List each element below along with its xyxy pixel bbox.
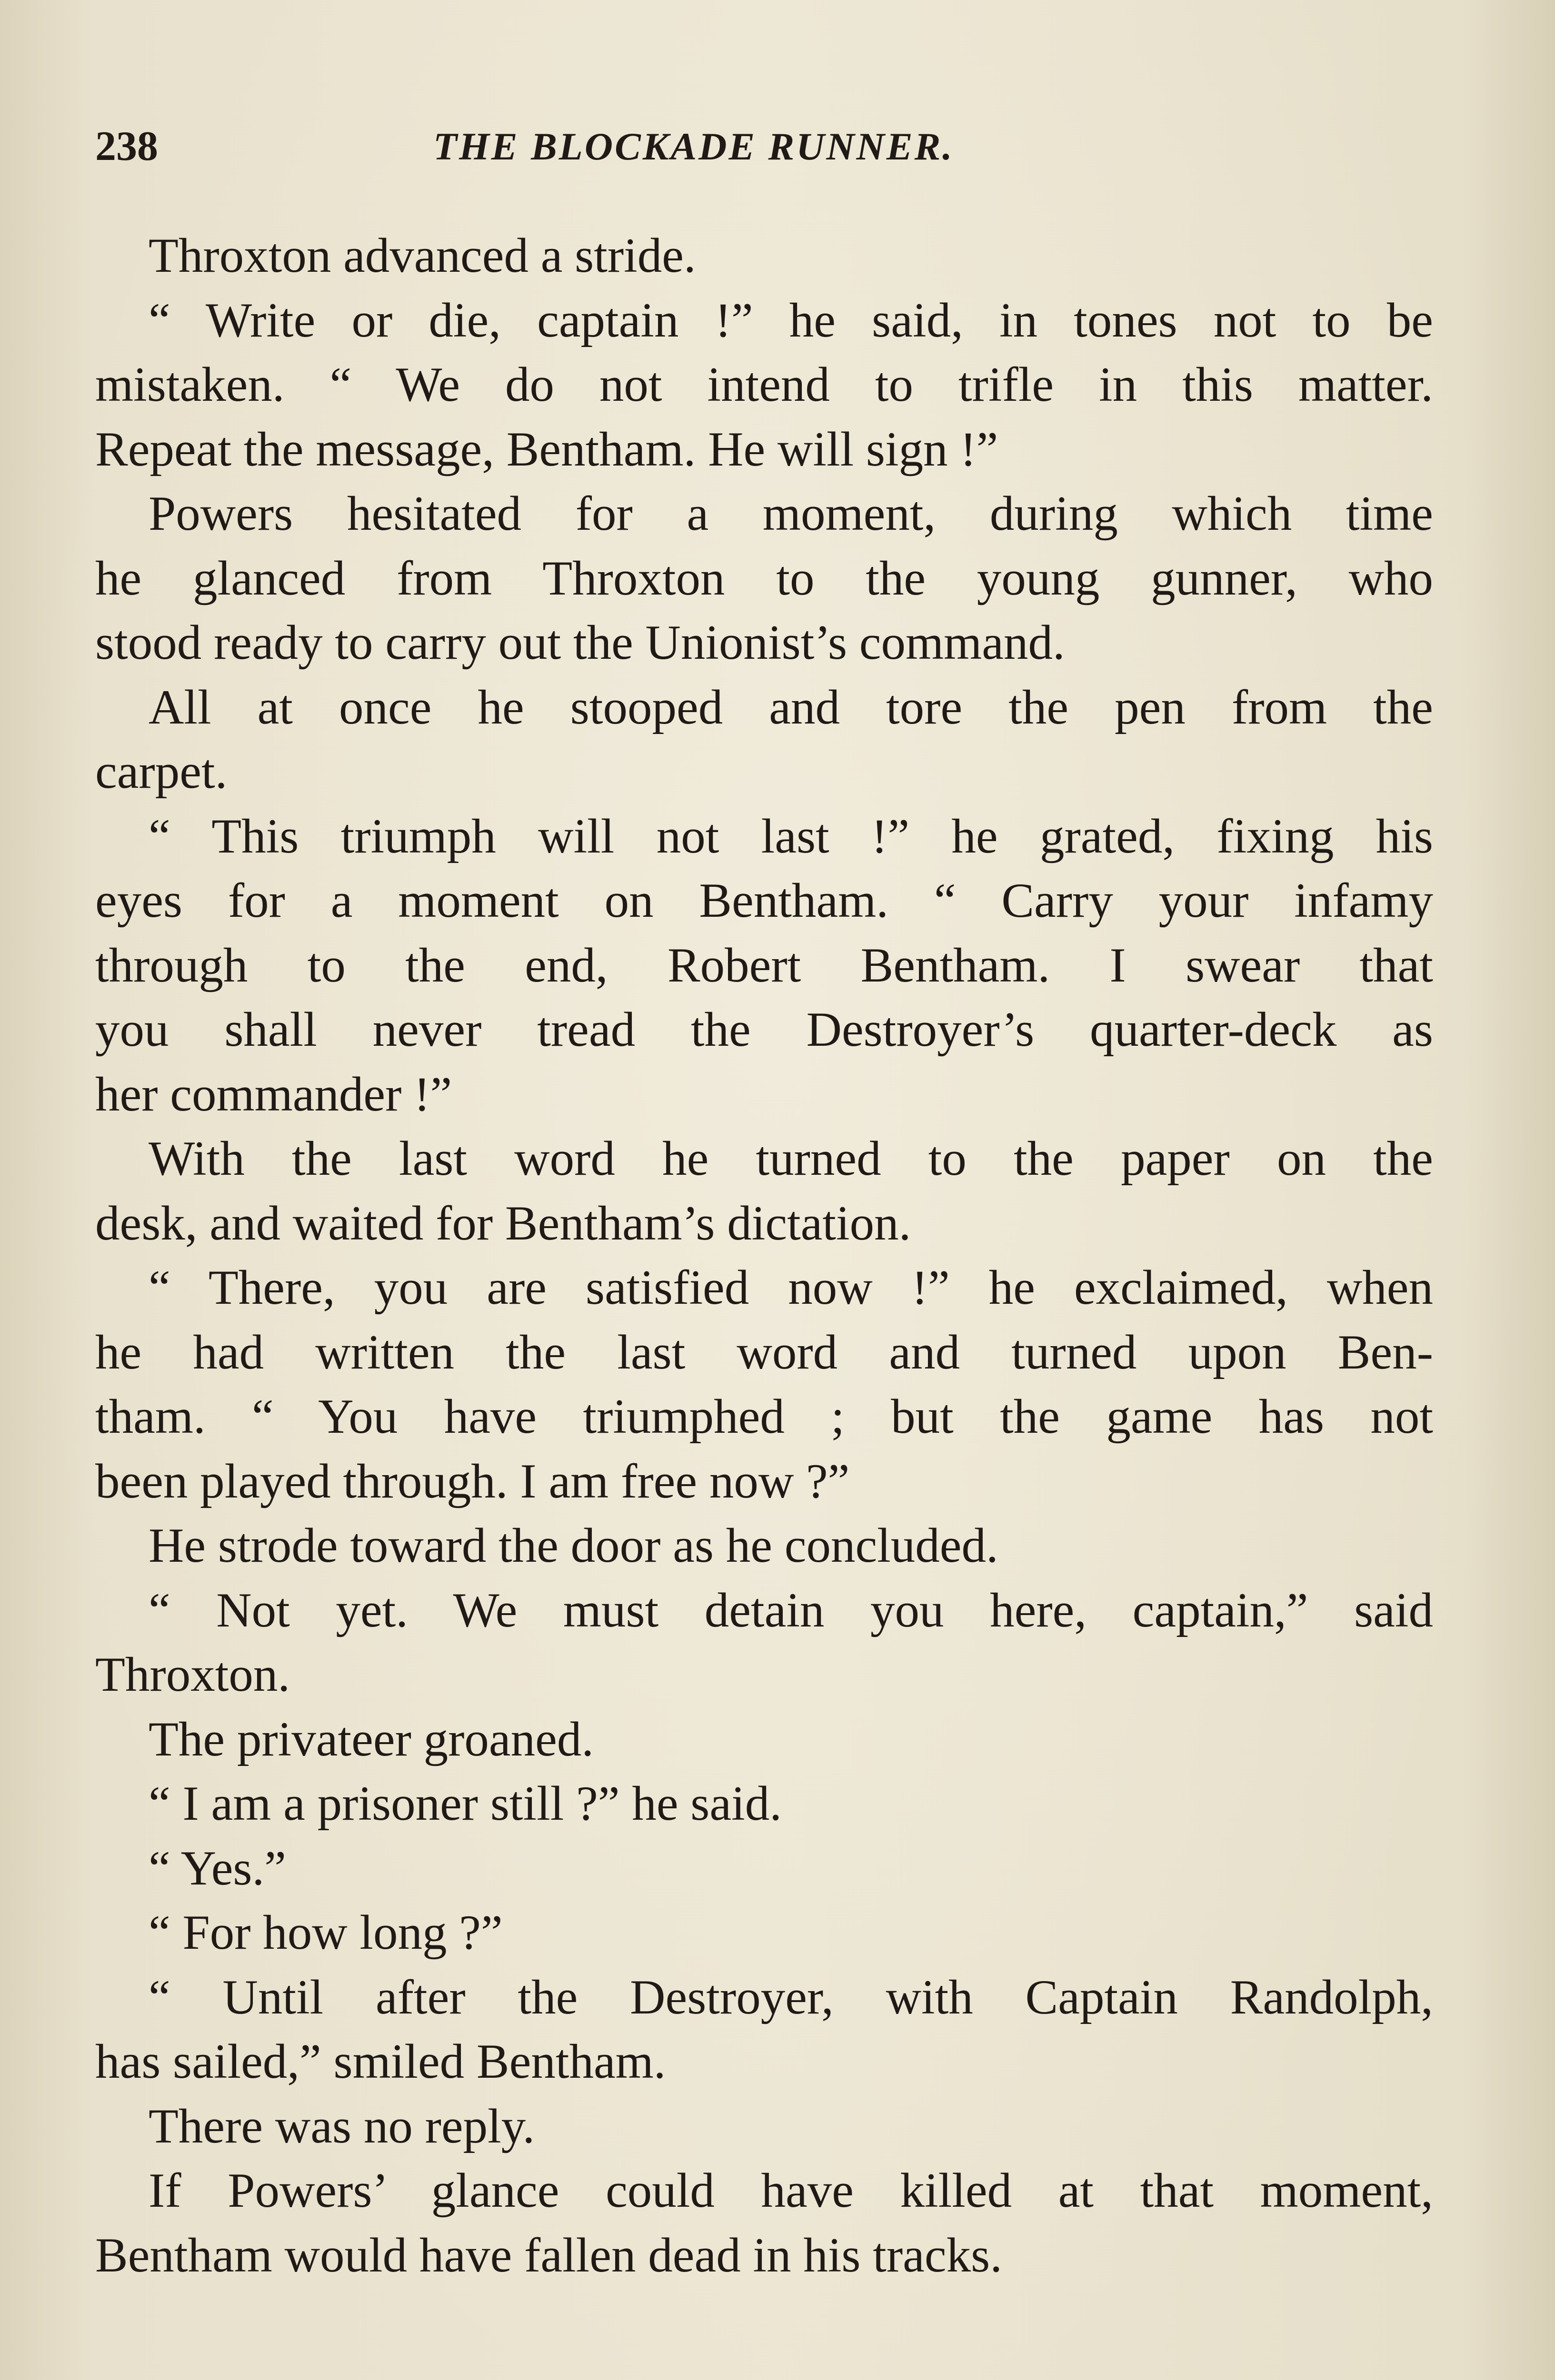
text-line: Bentham would have fallen dead in his tracks. [95, 2228, 1002, 2282]
text-line: The privateer groaned. [149, 1712, 594, 1766]
text-line: through to the end, Robert Bentham. I swear that [95, 938, 1433, 992]
text-line: “ Write or die, captain !” he said, in tones not to be [149, 293, 1433, 347]
text-line: “ I am a prisoner still ?” he said. [149, 1776, 782, 1831]
text-line: He strode toward the door as he concluded. [149, 1518, 998, 1573]
text-line: Throxton advanced a stride. [149, 228, 696, 283]
text-line: her commander !” [95, 1067, 452, 1121]
text-line: he glanced from Throxton to the young gunner, who [95, 551, 1433, 605]
running-head: THE BLOCKADE RUNNER. [433, 125, 954, 168]
text-line: tham. “ You have triumphed ; but the game has not [95, 1389, 1433, 1444]
text-line: stood ready to carry out the Unionist’s command. [95, 615, 1065, 670]
text-line: “ Not yet. We must detain you here, captain,” said [149, 1583, 1433, 1637]
body-text [95, 224, 1433, 2288]
text-line: he had written the last word and turned upon Ben- [95, 1325, 1433, 1379]
text-line: been played through. I am free now ?” [95, 1454, 850, 1508]
text-line: Throxton. [95, 1647, 290, 1702]
text-line: With the last word he turned to the paper on the [149, 1131, 1433, 1186]
text-line: Powers hesitated for a moment, during which time [149, 486, 1433, 541]
text-line: eyes for a moment on Bentham. “ Carry your infamy [95, 873, 1433, 928]
text-line: “ This triumph will not last !” he grated, fixing his [149, 809, 1433, 863]
text-line: carpet. [95, 744, 228, 799]
text-line: There was no reply. [149, 2099, 535, 2153]
text-line: mistaken. “ We do not intend to trifle in this matter. [95, 357, 1433, 412]
text-line: All at once he stooped and tore the pen from the [149, 680, 1433, 734]
text-line: Repeat the message, Bentham. He will sign !” [95, 422, 998, 476]
text-line: “ Yes.” [149, 1841, 286, 1895]
text-line: “ There, you are satisfied now !” he exclaimed, when [149, 1260, 1433, 1315]
text-line: “ Until after the Destroyer, with Captain Randolph, [149, 1970, 1433, 2024]
text-line: desk, and waited for Bentham’s dictation. [95, 1196, 911, 1250]
page-number: 238 [95, 123, 158, 169]
text-line: has sailed,” smiled Bentham. [95, 2034, 666, 2089]
text-line: you shall never tread the Destroyer’s quarter-deck as [95, 1002, 1433, 1057]
text-line: If Powers’ glance could have killed at that moment, [149, 2163, 1433, 2218]
text-line: “ For how long ?” [149, 1905, 503, 1960]
page-header [95, 118, 1433, 175]
